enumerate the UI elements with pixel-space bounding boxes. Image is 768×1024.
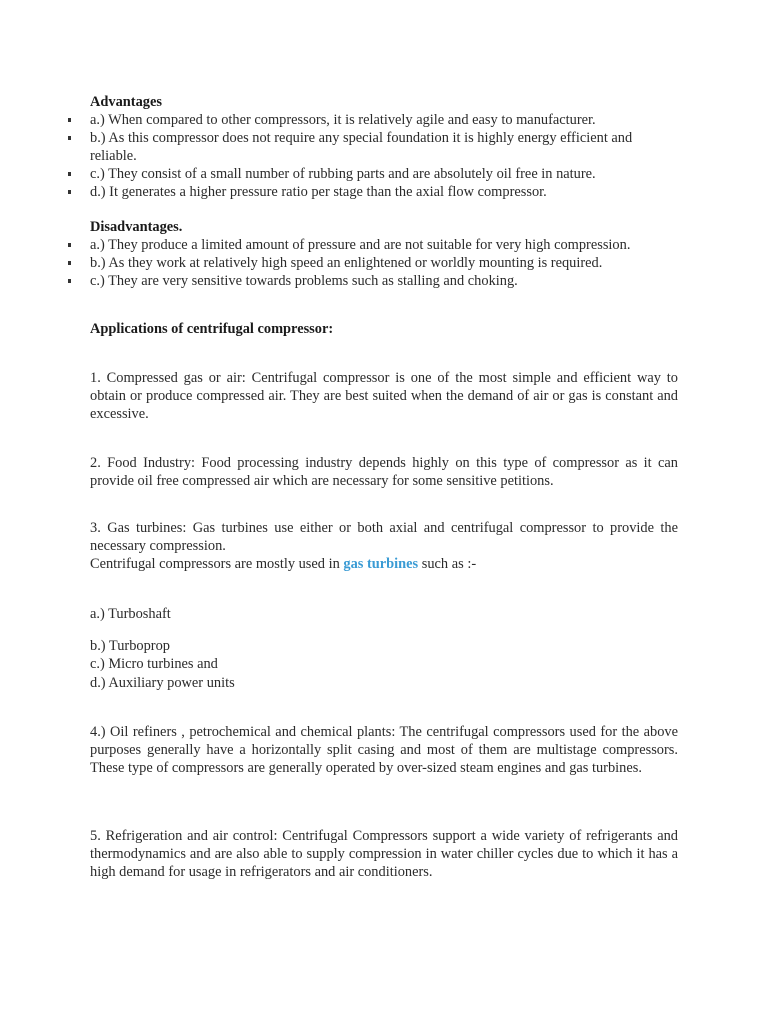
- advantage-item: d.) It generates a higher pressure ratio per stage than the axial flow compressor.: [90, 183, 678, 201]
- disadvantages-list: [90, 236, 678, 290]
- turbine-item-a: a.) Turboshaft: [90, 606, 171, 622]
- application-paragraph-2: 2. Food Industry: Food processing industry depends highly on this type of compressor as it can provide oil free compressed air which are necessary for some sensitive petitions.: [90, 455, 678, 489]
- application-paragraph-5: 5. Refrigeration and air control: Centrifugal Compressors support a wide variety of refrigerants and thermodynamics and are also able to supply compression in water chiller cycles due to which it has a high demand for usage in refrigerators and air conditioners.: [90, 828, 678, 880]
- gas-turbines-line: [90, 555, 678, 573]
- advantage-item: a.) When compared to other compressors, it is relatively agile and easy to manufacturer.: [90, 111, 678, 129]
- turbine-item-d: d.) Auxiliary power units: [90, 675, 235, 691]
- disadvantage-item: a.) They produce a limited amount of pressure and are not suitable for very high compression.: [90, 236, 678, 254]
- turbine-item-b: b.) Turboprop: [90, 638, 170, 654]
- disadvantage-item: c.) They are very sensitive towards problems such as stalling and choking.: [90, 272, 678, 290]
- advantage-item: b.) As this compressor does not require any special foundation it is highly energy efficient and reliable.: [90, 129, 678, 165]
- advantages-section: [90, 93, 678, 201]
- application-paragraph-3-text: 3. Gas turbines: Gas turbines use either or both axial and centrifugal compressor to provide the necessary compression.: [90, 520, 678, 554]
- application-paragraph-4: 4.) Oil refiners , petrochemical and chemical plants: The centrifugal compressors used for the above purposes generally have a horizontally split casing and most of them are multistage compressors. These type of compressors are generally operated by over-sized steam engines and gas turbines.: [90, 724, 678, 776]
- disadvantages-section: [90, 218, 678, 290]
- disadvantages-heading: Disadvantages.: [90, 219, 183, 235]
- application-paragraph-3: [90, 519, 678, 573]
- applications-heading: Applications of centrifugal compressor:: [90, 321, 334, 337]
- advantages-list: [90, 111, 678, 201]
- gas-turbines-link[interactable]: gas turbines: [343, 556, 419, 572]
- gas-turbines-line-after: such as :-: [418, 556, 477, 572]
- turbine-item-c: c.) Micro turbines and: [90, 656, 218, 672]
- advantage-item: c.) They consist of a small number of rubbing parts and are absolutely oil free in nature.: [90, 165, 678, 183]
- gas-turbines-line-before: Centrifugal compressors are mostly used in: [90, 556, 344, 572]
- advantages-heading: Advantages: [90, 94, 162, 110]
- application-paragraph-1: 1. Compressed gas or air: Centrifugal compressor is one of the most simple and efficient way to obtain or produce compressed air. They are best suited when the demand of air or gas is constant and excessive.: [90, 370, 678, 422]
- disadvantage-item: b.) As they work at relatively high speed an enlightened or worldly mounting is required.: [90, 254, 678, 272]
